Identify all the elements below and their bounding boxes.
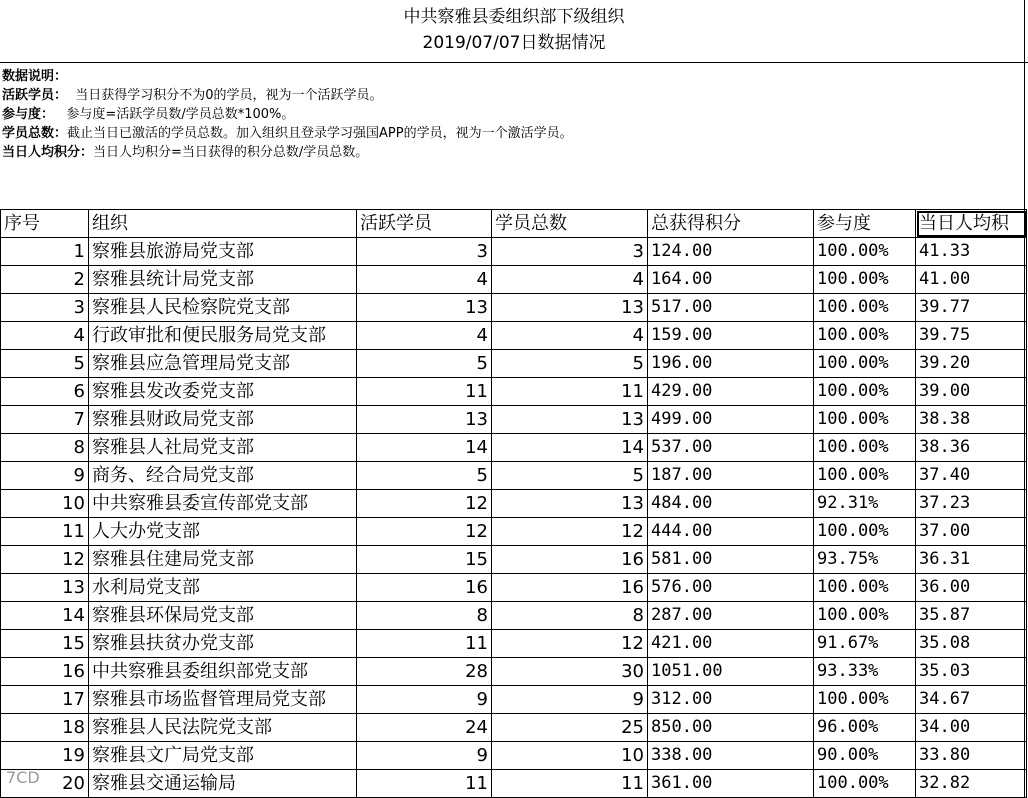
cell-active[interactable]: 28 — [357, 658, 492, 686]
cell-avg[interactable]: 39.77 — [916, 294, 1027, 322]
cell-points[interactable]: 287.00 — [648, 602, 814, 630]
cell-participation[interactable]: 92.31% — [814, 490, 916, 518]
table-row — [1, 770, 1027, 798]
cell-org[interactable]: 水利局党支部 — [89, 574, 357, 602]
cell-active[interactable]: 9 — [357, 742, 492, 770]
cell-active[interactable]: 9 — [357, 686, 492, 714]
note-line — [2, 105, 573, 124]
note-line — [2, 86, 573, 105]
note-text: 当日获得学习积分不为0的学员，视为一个活跃学员。 — [75, 88, 383, 103]
cell-participation[interactable]: 100.00% — [814, 378, 916, 406]
cell-points[interactable]: 444.00 — [648, 518, 814, 546]
cell-participation[interactable]: 100.00% — [814, 266, 916, 294]
cell-active[interactable]: 5 — [357, 462, 492, 490]
note-text: 当日人均积分=当日获得的积分总数/学员总数。 — [93, 145, 369, 160]
cell-total[interactable]: 9 — [492, 686, 648, 714]
cell-participation[interactable]: 100.00% — [814, 602, 916, 630]
cell-total[interactable]: 14 — [492, 434, 648, 462]
cell-points[interactable]: 499.00 — [648, 406, 814, 434]
cell-participation[interactable]: 100.00% — [814, 686, 916, 714]
cell-index[interactable]: 18 — [1, 714, 89, 742]
cell-org[interactable]: 人大办党支部 — [89, 518, 357, 546]
cell-points[interactable]: 517.00 — [648, 294, 814, 322]
cell-org[interactable]: 察雅县住建局党支部 — [89, 546, 357, 574]
table-row — [1, 434, 1027, 462]
cell-points[interactable]: 164.00 — [648, 266, 814, 294]
cell-avg[interactable]: 32.82 — [916, 770, 1027, 798]
table-row — [1, 462, 1027, 490]
cell-org[interactable]: 察雅县环保局党支部 — [89, 602, 357, 630]
cell-index[interactable]: 6 — [1, 378, 89, 406]
cell-avg[interactable]: 37.40 — [916, 462, 1027, 490]
cell-active[interactable]: 5 — [357, 350, 492, 378]
cell-avg[interactable]: 39.20 — [916, 350, 1027, 378]
cell-org[interactable]: 察雅县市场监督管理局党支部 — [89, 686, 357, 714]
cell-active[interactable]: 12 — [357, 518, 492, 546]
cell-index[interactable]: 11 — [1, 518, 89, 546]
cell-org[interactable]: 行政审批和便民服务局党支部 — [89, 322, 357, 350]
cell-index[interactable]: 5 — [1, 350, 89, 378]
cell-index[interactable]: 2 — [1, 266, 89, 294]
cell-index[interactable]: 8 — [1, 434, 89, 462]
cell-points[interactable]: 429.00 — [648, 378, 814, 406]
table-row — [1, 602, 1027, 630]
table-row — [1, 630, 1027, 658]
cell-active[interactable]: 13 — [357, 406, 492, 434]
cell-active[interactable]: 15 — [357, 546, 492, 574]
cell-points[interactable]: 196.00 — [648, 350, 814, 378]
cell-points[interactable]: 537.00 — [648, 434, 814, 462]
cell-participation[interactable]: 100.00% — [814, 434, 916, 462]
table-header-row — [1, 210, 1027, 238]
cell-total[interactable]: 11 — [492, 378, 648, 406]
cell-total[interactable]: 5 — [492, 350, 648, 378]
cell-index[interactable]: 1 — [1, 238, 89, 266]
cell-org[interactable]: 察雅县交通运输局 — [89, 770, 357, 798]
table-row — [1, 686, 1027, 714]
cell-active[interactable]: 8 — [357, 602, 492, 630]
note-text: 参与度=活跃学员数/学员总数*100%。 — [66, 107, 295, 122]
cell-active[interactable]: 16 — [357, 574, 492, 602]
cell-participation[interactable]: 90.00% — [814, 742, 916, 770]
note-label: 活跃学员： — [2, 88, 68, 103]
cell-active[interactable]: 11 — [357, 630, 492, 658]
cell-total[interactable]: 8 — [492, 602, 648, 630]
cell-org[interactable]: 察雅县旅游局党支部 — [89, 238, 357, 266]
cell-org[interactable]: 察雅县扶贫办党支部 — [89, 630, 357, 658]
cell-avg[interactable]: 35.87 — [916, 602, 1027, 630]
cell-points[interactable]: 312.00 — [648, 686, 814, 714]
cell-active[interactable]: 3 — [357, 238, 492, 266]
table-row — [1, 406, 1027, 434]
cell-points[interactable]: 850.00 — [648, 714, 814, 742]
cell-avg[interactable]: 33.80 — [916, 742, 1027, 770]
cell-points[interactable]: 187.00 — [648, 462, 814, 490]
cell-org[interactable]: 中共察雅县委组织部党支部 — [89, 658, 357, 686]
cell-index[interactable]: 12 — [1, 546, 89, 574]
cell-index[interactable]: 9 — [1, 462, 89, 490]
cell-index[interactable]: 20 — [1, 770, 89, 798]
cell-participation[interactable]: 100.00% — [814, 518, 916, 546]
cell-active[interactable]: 11 — [357, 770, 492, 798]
header-cell-avg-selected[interactable]: 当日人均积 — [916, 210, 1027, 238]
table-row — [1, 490, 1027, 518]
cell-total[interactable]: 30 — [492, 658, 648, 686]
cell-total[interactable]: 10 — [492, 742, 648, 770]
cell-points[interactable]: 338.00 — [648, 742, 814, 770]
cell-points[interactable]: 124.00 — [648, 238, 814, 266]
cell-participation[interactable]: 93.33% — [814, 658, 916, 686]
cell-active[interactable]: 12 — [357, 490, 492, 518]
cell-participation[interactable]: 100.00% — [814, 462, 916, 490]
table-row — [1, 378, 1027, 406]
cell-avg[interactable]: 35.03 — [916, 658, 1027, 686]
cell-participation[interactable]: 100.00% — [814, 770, 916, 798]
table-row — [1, 658, 1027, 686]
cell-avg[interactable]: 41.00 — [916, 266, 1027, 294]
cell-active[interactable]: 13 — [357, 294, 492, 322]
cell-total[interactable]: 12 — [492, 630, 648, 658]
table-row — [1, 238, 1027, 266]
cell-total[interactable]: 5 — [492, 462, 648, 490]
table-row — [1, 322, 1027, 350]
cell-avg[interactable]: 36.00 — [916, 574, 1027, 602]
cell-index[interactable]: 15 — [1, 630, 89, 658]
cell-participation[interactable]: 100.00% — [814, 294, 916, 322]
header-cell-active[interactable]: 活跃学员 — [357, 210, 492, 238]
cell-points[interactable]: 421.00 — [648, 630, 814, 658]
cell-points[interactable]: 484.00 — [648, 490, 814, 518]
cell-total[interactable]: 11 — [492, 770, 648, 798]
cell-participation[interactable]: 100.00% — [814, 406, 916, 434]
cell-participation[interactable]: 91.67% — [814, 630, 916, 658]
cell-points[interactable]: 581.00 — [648, 546, 814, 574]
cell-total[interactable]: 4 — [492, 266, 648, 294]
header-cell-points[interactable]: 总获得积分 — [648, 210, 814, 238]
table-row — [1, 294, 1027, 322]
cell-index[interactable]: 10 — [1, 490, 89, 518]
table-row — [1, 350, 1027, 378]
cell-org[interactable]: 察雅县应急管理局党支部 — [89, 350, 357, 378]
note-label: 数据说明： — [2, 69, 68, 84]
cell-index[interactable]: 4 — [1, 322, 89, 350]
data-notes — [2, 67, 573, 162]
cell-org[interactable]: 察雅县文广局党支部 — [89, 742, 357, 770]
header-cell-participation[interactable]: 参与度 — [814, 210, 916, 238]
cell-index[interactable]: 7 — [1, 406, 89, 434]
table-row — [1, 518, 1027, 546]
cell-participation[interactable]: 100.00% — [814, 322, 916, 350]
cell-total[interactable]: 16 — [492, 546, 648, 574]
cell-org[interactable]: 察雅县人社局党支部 — [89, 434, 357, 462]
cell-total[interactable]: 13 — [492, 406, 648, 434]
cell-active[interactable]: 4 — [357, 322, 492, 350]
cell-points[interactable]: 159.00 — [648, 322, 814, 350]
note-line — [2, 67, 573, 86]
note-line — [2, 124, 573, 143]
cell-points[interactable]: 361.00 — [648, 770, 814, 798]
cell-points[interactable]: 1051.00 — [648, 658, 814, 686]
cell-index[interactable]: 3 — [1, 294, 89, 322]
cell-total[interactable]: 12 — [492, 518, 648, 546]
cell-total[interactable]: 25 — [492, 714, 648, 742]
table-row — [1, 574, 1027, 602]
watermark: 7CD — [6, 768, 40, 787]
cell-total[interactable]: 13 — [492, 490, 648, 518]
note-line — [2, 143, 573, 162]
table-row — [1, 546, 1027, 574]
cell-avg[interactable]: 37.00 — [916, 518, 1027, 546]
cell-avg[interactable]: 39.75 — [916, 322, 1027, 350]
cell-org[interactable]: 察雅县财政局党支部 — [89, 406, 357, 434]
cell-index[interactable]: 19 — [1, 742, 89, 770]
cell-org[interactable]: 察雅县发改委党支部 — [89, 378, 357, 406]
data-table — [0, 209, 1027, 798]
cell-index[interactable]: 13 — [1, 574, 89, 602]
cell-avg[interactable]: 37.23 — [916, 490, 1027, 518]
note-label: 参与度： — [2, 107, 55, 122]
cell-avg[interactable]: 35.08 — [916, 630, 1027, 658]
cell-active[interactable]: 4 — [357, 266, 492, 294]
cell-avg[interactable]: 39.00 — [916, 378, 1027, 406]
header-divider — [0, 62, 1028, 63]
cell-org[interactable]: 察雅县统计局党支部 — [89, 266, 357, 294]
cell-avg[interactable]: 41.33 — [916, 238, 1027, 266]
cell-avg[interactable]: 36.31 — [916, 546, 1027, 574]
sheet-title: 中共察雅县委组织部下级组织 — [403, 7, 625, 27]
cell-total[interactable]: 13 — [492, 294, 648, 322]
cell-avg[interactable]: 34.67 — [916, 686, 1027, 714]
cell-avg[interactable]: 38.36 — [916, 434, 1027, 462]
note-label: 学员总数： — [2, 126, 68, 141]
table-row — [1, 742, 1027, 770]
table-row — [1, 714, 1027, 742]
cell-participation[interactable]: 100.00% — [814, 574, 916, 602]
header-cell-org[interactable]: 组织 — [89, 210, 357, 238]
cell-org[interactable]: 商务、经合局党支部 — [89, 462, 357, 490]
cell-org[interactable]: 中共察雅县委宣传部党支部 — [89, 490, 357, 518]
cell-active[interactable]: 11 — [357, 378, 492, 406]
cell-participation[interactable]: 96.00% — [814, 714, 916, 742]
note-text: 截止当日已激活的学员总数。加入组织且登录学习强国APP的学员，视为一个激活学员。 — [67, 126, 573, 141]
table-row — [1, 266, 1027, 294]
cell-active[interactable]: 14 — [357, 434, 492, 462]
cell-index[interactable]: 14 — [1, 602, 89, 630]
cell-participation[interactable]: 100.00% — [814, 350, 916, 378]
cell-avg[interactable]: 34.00 — [916, 714, 1027, 742]
cell-org[interactable]: 察雅县人民检察院党支部 — [89, 294, 357, 322]
sheet-date: 2019/07/07日数据情况 — [422, 33, 606, 53]
note-label: 当日人均积分： — [2, 145, 94, 160]
header-cell-index[interactable]: 序号 — [1, 210, 89, 238]
cell-index[interactable]: 16 — [1, 658, 89, 686]
cell-index[interactable]: 17 — [1, 686, 89, 714]
cell-participation[interactable]: 93.75% — [814, 546, 916, 574]
cell-avg[interactable]: 38.38 — [916, 406, 1027, 434]
header-cell-total[interactable]: 学员总数 — [492, 210, 648, 238]
cell-participation[interactable]: 100.00% — [814, 238, 916, 266]
cell-org[interactable]: 察雅县人民法院党支部 — [89, 714, 357, 742]
cell-total[interactable]: 4 — [492, 322, 648, 350]
cell-total[interactable]: 3 — [492, 238, 648, 266]
cell-active[interactable]: 24 — [357, 714, 492, 742]
cell-total[interactable]: 16 — [492, 574, 648, 602]
cell-points[interactable]: 576.00 — [648, 574, 814, 602]
